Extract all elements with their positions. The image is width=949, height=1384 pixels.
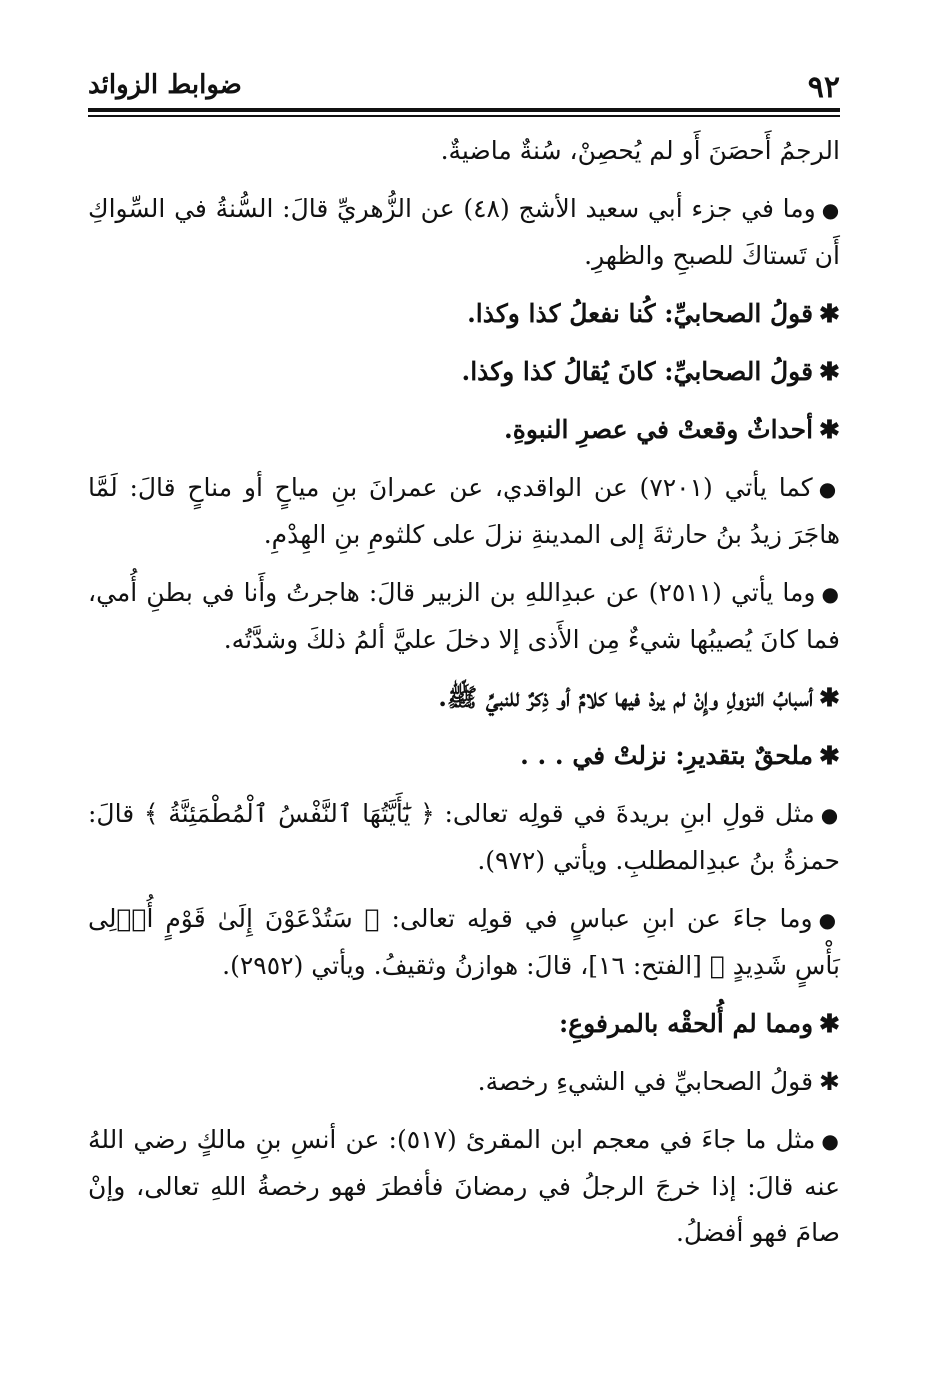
subheading: [88, 407, 840, 453]
page-header: [88, 66, 840, 106]
paragraph-text: الرجمُ أَحصَنَ أَو لم يُحصِنْ، سُنةٌ ماضيةٌ.: [440, 136, 840, 165]
subheading: [88, 291, 840, 337]
bullet-paragraph: [88, 896, 840, 989]
asterisk-icon: ✱: [819, 683, 840, 712]
subheading-text: أسبابُ النزولِ وإِنْ لم يردْ فيها كلامٌ أو ذِكرٌ للنبيِّ ﷺ.: [438, 683, 814, 712]
paragraph-text: مثل قولِ ابنِ بريدةَ في قولِه تعالى: ﴿ يَٰٓأَيَّتُهَا ٱلنَّفْسُ ٱلْمُطْمَئِنَّةُ ﴾ قالَ: حمزةُ بنُ عبدِالمطلبِ. ويأتي (٩٧٢).: [88, 799, 840, 875]
subheading: [88, 349, 840, 395]
bullet-icon: ●: [818, 477, 841, 501]
bullet-paragraph: [88, 465, 840, 558]
asterisk-icon: ✱: [819, 1009, 840, 1038]
subheading-text: ملحقٌ بتقديرِ: نزلتْ في . . .: [520, 741, 814, 770]
bullet-paragraph: [88, 570, 840, 663]
page-number: ٩٢: [807, 70, 840, 105]
page-body: [88, 128, 840, 1268]
paragraph-text: وما يأتي (٢٥١١) عن عبدِاللهِ بن الزبير قالَ: هاجرتُ وأَنا في بطنِ أُمي، فما كانَ يُصيبُها شيءٌ مِن الأَذى إلا دخلَ عليَّ ألمُ ذلكَ وشدَّتُه.: [88, 578, 840, 654]
bullet-paragraph: [88, 186, 840, 279]
continued-paragraph: [88, 128, 840, 174]
paragraph-text: مثل ما جاءَ في معجم ابن المقرئ (٥١٧): عن أنسِ بنِ مالكٍ رضي اللهُ عنه قالَ: إذا خرجَ الرجلُ في رمضانَ فأفطرَ فهو رخصةُ اللهِ تعالى، وإنْ صامَ فهو أفضلُ.: [88, 1125, 840, 1247]
bullet-icon: ●: [820, 803, 841, 827]
asterisk-icon: ✱: [819, 741, 840, 770]
asterisk-icon: ✱: [819, 357, 840, 386]
asterisk-icon: ✱: [819, 299, 840, 328]
bullet-paragraph: [88, 791, 840, 884]
running-title: ضوابط الزوائد: [88, 70, 242, 100]
subheading-text: قولُ الصحابيِّ: كُنا نفعلُ كذا وكذا.: [467, 299, 814, 328]
bullet-icon: ●: [821, 582, 840, 606]
subheading: [88, 675, 840, 721]
subheading-text: قولُ الصحابيِّ في الشيءِ رخصة.: [477, 1067, 814, 1096]
bullet-paragraph: [88, 1117, 840, 1256]
subheading: [88, 1001, 840, 1047]
subheading-text: أحداثٌ وقعتْ في عصرِ النبوةِ.: [504, 415, 814, 444]
bullet-icon: ●: [821, 198, 840, 222]
bullet-icon: ●: [821, 1129, 840, 1153]
header-rule-thick: [88, 108, 840, 112]
bullet-icon: ●: [818, 908, 840, 932]
subheading-text: قولُ الصحابيِّ: كانَ يُقالُ كذا وكذا.: [461, 357, 814, 386]
asterisk-icon: ✱: [819, 1067, 840, 1096]
subheading: [88, 733, 840, 779]
paragraph-text: وما في جزء أبي سعيد الأشج (٤٨) عن الزُّهريِّ قالَ: السُّنةُ في السِّواكِ أَن تَستاكَ للصبحِ والظهرِ.: [88, 194, 840, 270]
asterisk-icon: ✱: [819, 415, 840, 444]
paragraph-text: كما يأتي (٧٢٠١) عن الواقدي، عن عمرانَ بنِ مياحٍ أو مناحٍ قالَ: لَمَّا هاجَرَ زيدُ بنُ حارثةَ إلى المدينةِ نزلَ على كلثومِ بنِ الهِدْمِ.: [88, 473, 840, 549]
subheading-text: ومما لم أُلحقْه بالمرفوعِ:: [558, 1009, 814, 1038]
subheading: [88, 1059, 840, 1105]
paragraph-text: وما جاءَ عن ابنِ عباسٍ في قولِه تعالى: ﴿ سَتُدْعَوْنَ إِلَىٰ قَوْمٍ أُو۟لِى بَأْسٍ شَدِيدٍ ﴾ [الفتح: ١٦]، قالَ: هوازنُ وثقيفُ. ويأتي (٢٩٥٢).: [88, 904, 840, 980]
header-rule-thin: [88, 115, 840, 117]
